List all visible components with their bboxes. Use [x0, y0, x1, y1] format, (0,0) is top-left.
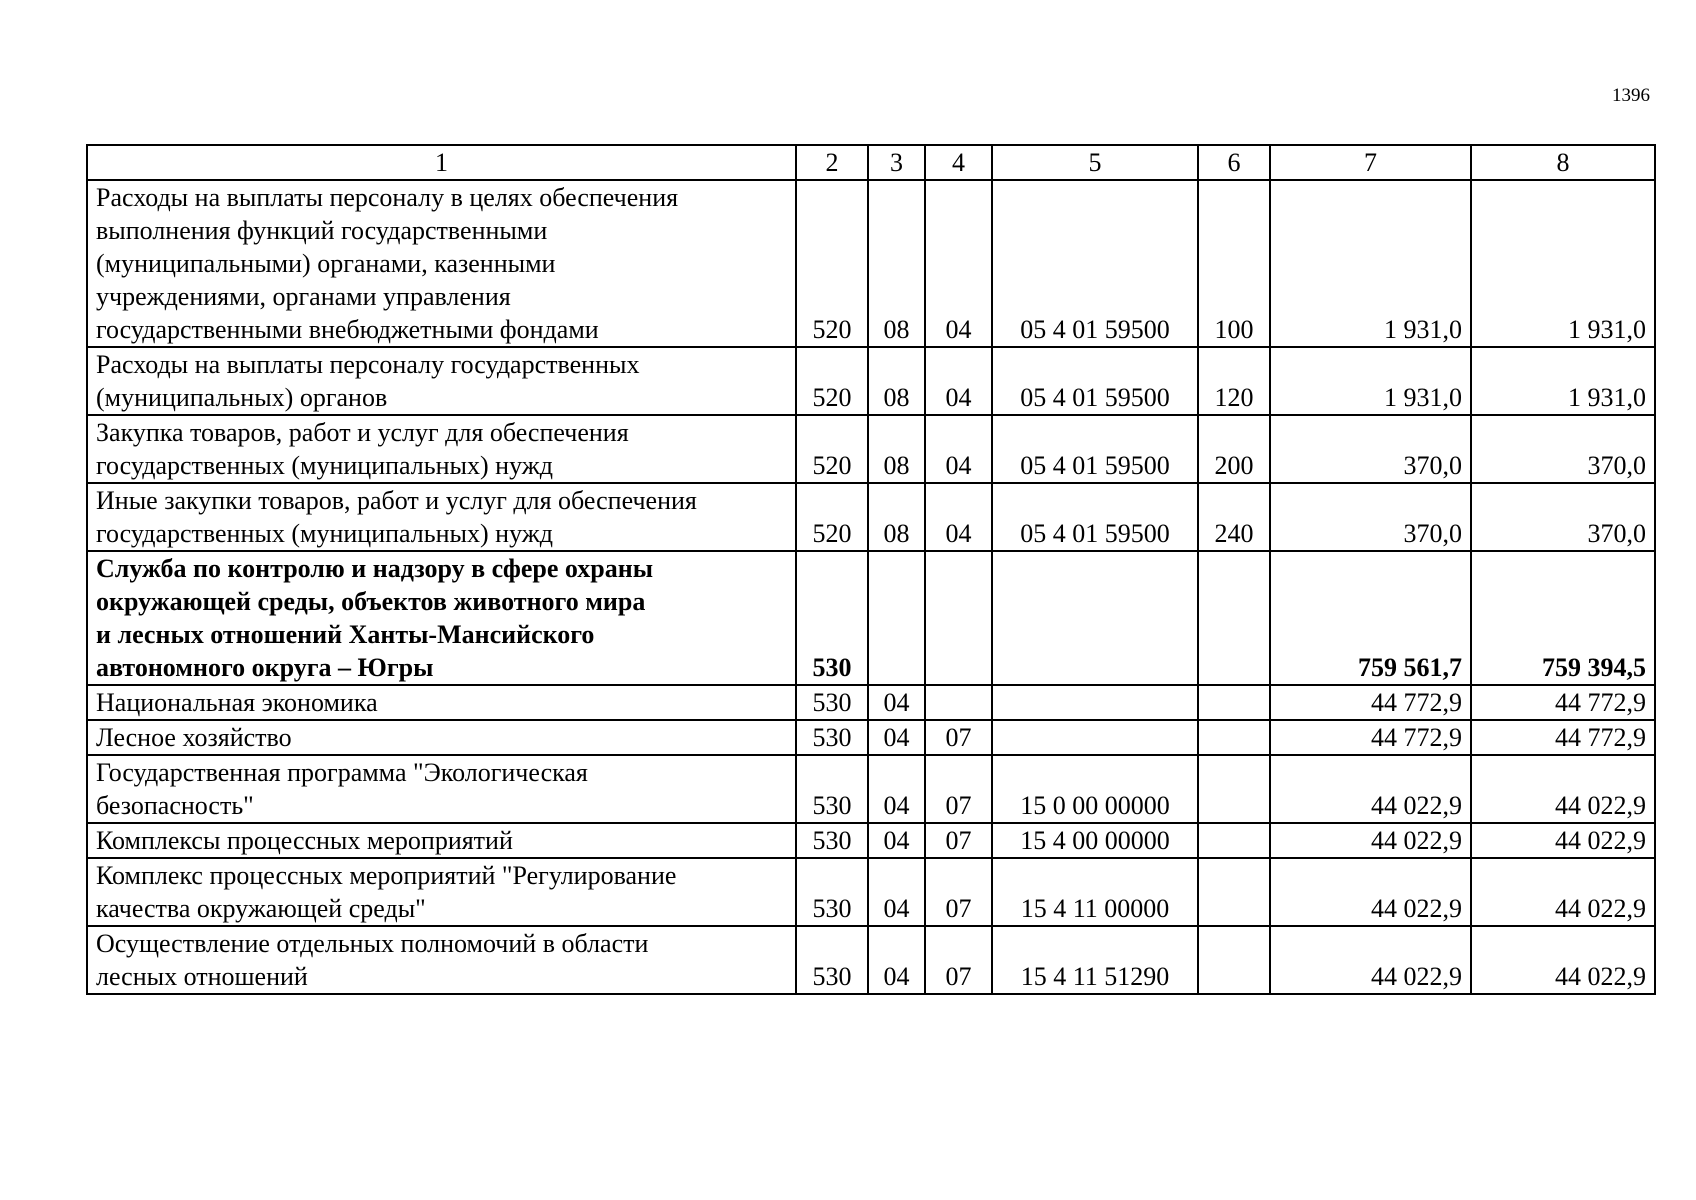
- cell-subsection: 04: [925, 180, 992, 347]
- cell-amount-year-2: 759 394,5: [1471, 551, 1655, 685]
- cell-expense-type: [1198, 858, 1270, 926]
- cell-amount-year-1: 370,0: [1270, 483, 1471, 551]
- cell-section: [868, 551, 925, 685]
- cell-ministry-code: 530: [796, 823, 868, 858]
- cell-subsection: 04: [925, 347, 992, 415]
- table-row: [87, 685, 1655, 720]
- cell-subsection: 04: [925, 415, 992, 483]
- description-line: Комплекс процессных мероприятий "Регулирование: [96, 861, 677, 890]
- cell-amount-year-1: 44 022,9: [1270, 858, 1471, 926]
- cell-section: 08: [868, 180, 925, 347]
- cell-ministry-code: 520: [796, 180, 868, 347]
- cell-description: [87, 720, 796, 755]
- cell-expense-type: [1198, 720, 1270, 755]
- cell-expense-type: 200: [1198, 415, 1270, 483]
- description-line: Национальная экономика: [96, 688, 378, 717]
- cell-subsection: 07: [925, 755, 992, 823]
- description-line: качества окружающей среды": [96, 894, 426, 923]
- description-line: Государственная программа "Экологическая: [96, 758, 588, 787]
- description-line: безопасность": [96, 791, 254, 820]
- column-number: 5: [992, 145, 1198, 180]
- cell-section: 04: [868, 755, 925, 823]
- cell-subsection: 07: [925, 720, 992, 755]
- cell-subsection: [925, 685, 992, 720]
- cell-amount-year-2: 44 022,9: [1471, 823, 1655, 858]
- cell-subsection: 07: [925, 823, 992, 858]
- cell-expense-type: 100: [1198, 180, 1270, 347]
- description-line: учреждениями, органами управления: [96, 282, 511, 311]
- table-row: [87, 551, 1655, 685]
- cell-amount-year-2: 44 022,9: [1471, 926, 1655, 994]
- table-body: [87, 145, 1655, 994]
- description-line: Служба по контролю и надзору в сфере охраны: [96, 554, 653, 583]
- cell-description: [87, 180, 796, 347]
- table-row: [87, 823, 1655, 858]
- description-line: Лесное хозяйство: [96, 723, 292, 752]
- cell-description: [87, 347, 796, 415]
- description-line: государственных (муниципальных) нужд: [96, 451, 553, 480]
- cell-description: [87, 823, 796, 858]
- description-line: Осуществление отдельных полномочий в области: [96, 929, 649, 958]
- cell-target-article: 15 4 00 00000: [992, 823, 1198, 858]
- cell-expense-type: [1198, 551, 1270, 685]
- cell-amount-year-2: 44 772,9: [1471, 720, 1655, 755]
- cell-expense-type: [1198, 926, 1270, 994]
- cell-target-article: 15 4 11 00000: [992, 858, 1198, 926]
- cell-expense-type: 240: [1198, 483, 1270, 551]
- cell-amount-year-1: 1 931,0: [1270, 180, 1471, 347]
- description-line: (муниципальными) органами, казенными: [96, 249, 556, 278]
- cell-target-article: 05 4 01 59500: [992, 483, 1198, 551]
- cell-target-article: [992, 720, 1198, 755]
- description-line: автономного округа – Югры: [96, 653, 434, 682]
- budget-table: [86, 144, 1656, 995]
- cell-target-article: 15 4 11 51290: [992, 926, 1198, 994]
- description-line: Расходы на выплаты персоналу в целях обеспечения: [96, 183, 679, 212]
- table-row: [87, 483, 1655, 551]
- cell-description: [87, 858, 796, 926]
- cell-amount-year-1: 44 022,9: [1270, 926, 1471, 994]
- cell-description: [87, 755, 796, 823]
- table-row: [87, 755, 1655, 823]
- cell-subsection: 04: [925, 483, 992, 551]
- cell-amount-year-1: 370,0: [1270, 415, 1471, 483]
- cell-amount-year-1: 44 772,9: [1270, 720, 1471, 755]
- cell-ministry-code: 530: [796, 926, 868, 994]
- column-number: 7: [1270, 145, 1471, 180]
- cell-expense-type: [1198, 823, 1270, 858]
- description-line: Комплексы процессных мероприятий: [96, 826, 513, 855]
- cell-ministry-code: 530: [796, 720, 868, 755]
- cell-target-article: 05 4 01 59500: [992, 415, 1198, 483]
- description-line: Иные закупки товаров, работ и услуг для обеспечения: [96, 486, 697, 515]
- column-number: 3: [868, 145, 925, 180]
- column-number: 2: [796, 145, 868, 180]
- cell-section: 08: [868, 347, 925, 415]
- cell-section: 08: [868, 415, 925, 483]
- cell-amount-year-1: 44 022,9: [1270, 823, 1471, 858]
- description-line: лесных отношений: [96, 962, 308, 991]
- cell-expense-type: [1198, 685, 1270, 720]
- page-number: 1396: [1612, 85, 1650, 106]
- cell-ministry-code: 520: [796, 483, 868, 551]
- cell-subsection: 07: [925, 858, 992, 926]
- cell-ministry-code: 530: [796, 858, 868, 926]
- cell-amount-year-2: 1 931,0: [1471, 180, 1655, 347]
- description-line: и лесных отношений Ханты-Мансийского: [96, 620, 595, 649]
- cell-amount-year-2: 44 022,9: [1471, 755, 1655, 823]
- cell-amount-year-1: 44 772,9: [1270, 685, 1471, 720]
- cell-expense-type: 120: [1198, 347, 1270, 415]
- cell-section: 04: [868, 685, 925, 720]
- description-line: окружающей среды, объектов животного мира: [96, 587, 646, 616]
- cell-section: 04: [868, 926, 925, 994]
- cell-amount-year-2: 1 931,0: [1471, 347, 1655, 415]
- cell-amount-year-2: 44 772,9: [1471, 685, 1655, 720]
- cell-amount-year-1: 759 561,7: [1270, 551, 1471, 685]
- cell-target-article: 05 4 01 59500: [992, 347, 1198, 415]
- table-row: [87, 180, 1655, 347]
- description-line: государственных (муниципальных) нужд: [96, 519, 553, 548]
- cell-description: [87, 926, 796, 994]
- cell-target-article: 15 0 00 00000: [992, 755, 1198, 823]
- cell-expense-type: [1198, 755, 1270, 823]
- cell-target-article: 05 4 01 59500: [992, 180, 1198, 347]
- cell-ministry-code: 530: [796, 685, 868, 720]
- cell-ministry-code: 520: [796, 415, 868, 483]
- cell-ministry-code: 530: [796, 755, 868, 823]
- cell-section: 08: [868, 483, 925, 551]
- cell-section: 04: [868, 823, 925, 858]
- column-number: 1: [87, 145, 796, 180]
- cell-description: [87, 483, 796, 551]
- description-line: Расходы на выплаты персоналу государственных: [96, 350, 640, 379]
- cell-amount-year-2: 44 022,9: [1471, 858, 1655, 926]
- cell-description: [87, 415, 796, 483]
- table-row: [87, 858, 1655, 926]
- cell-ministry-code: 530: [796, 551, 868, 685]
- table-row: [87, 926, 1655, 994]
- cell-amount-year-2: 370,0: [1471, 415, 1655, 483]
- cell-amount-year-2: 370,0: [1471, 483, 1655, 551]
- description-line: государственными внебюджетными фондами: [96, 315, 599, 344]
- description-line: Закупка товаров, работ и услуг для обеспечения: [96, 418, 629, 447]
- table-row: [87, 415, 1655, 483]
- cell-amount-year-1: 44 022,9: [1270, 755, 1471, 823]
- cell-ministry-code: 520: [796, 347, 868, 415]
- cell-subsection: [925, 551, 992, 685]
- cell-target-article: [992, 551, 1198, 685]
- table-row: [87, 720, 1655, 755]
- table-row: [87, 347, 1655, 415]
- column-number: 6: [1198, 145, 1270, 180]
- cell-section: 04: [868, 858, 925, 926]
- cell-target-article: [992, 685, 1198, 720]
- cell-description: [87, 551, 796, 685]
- cell-section: 04: [868, 720, 925, 755]
- column-number: 4: [925, 145, 992, 180]
- cell-subsection: 07: [925, 926, 992, 994]
- column-number: 8: [1471, 145, 1655, 180]
- column-number-row: [87, 145, 1655, 180]
- description-line: выполнения функций государственными: [96, 216, 548, 245]
- cell-description: [87, 685, 796, 720]
- cell-amount-year-1: 1 931,0: [1270, 347, 1471, 415]
- description-line: (муниципальных) органов: [96, 383, 388, 412]
